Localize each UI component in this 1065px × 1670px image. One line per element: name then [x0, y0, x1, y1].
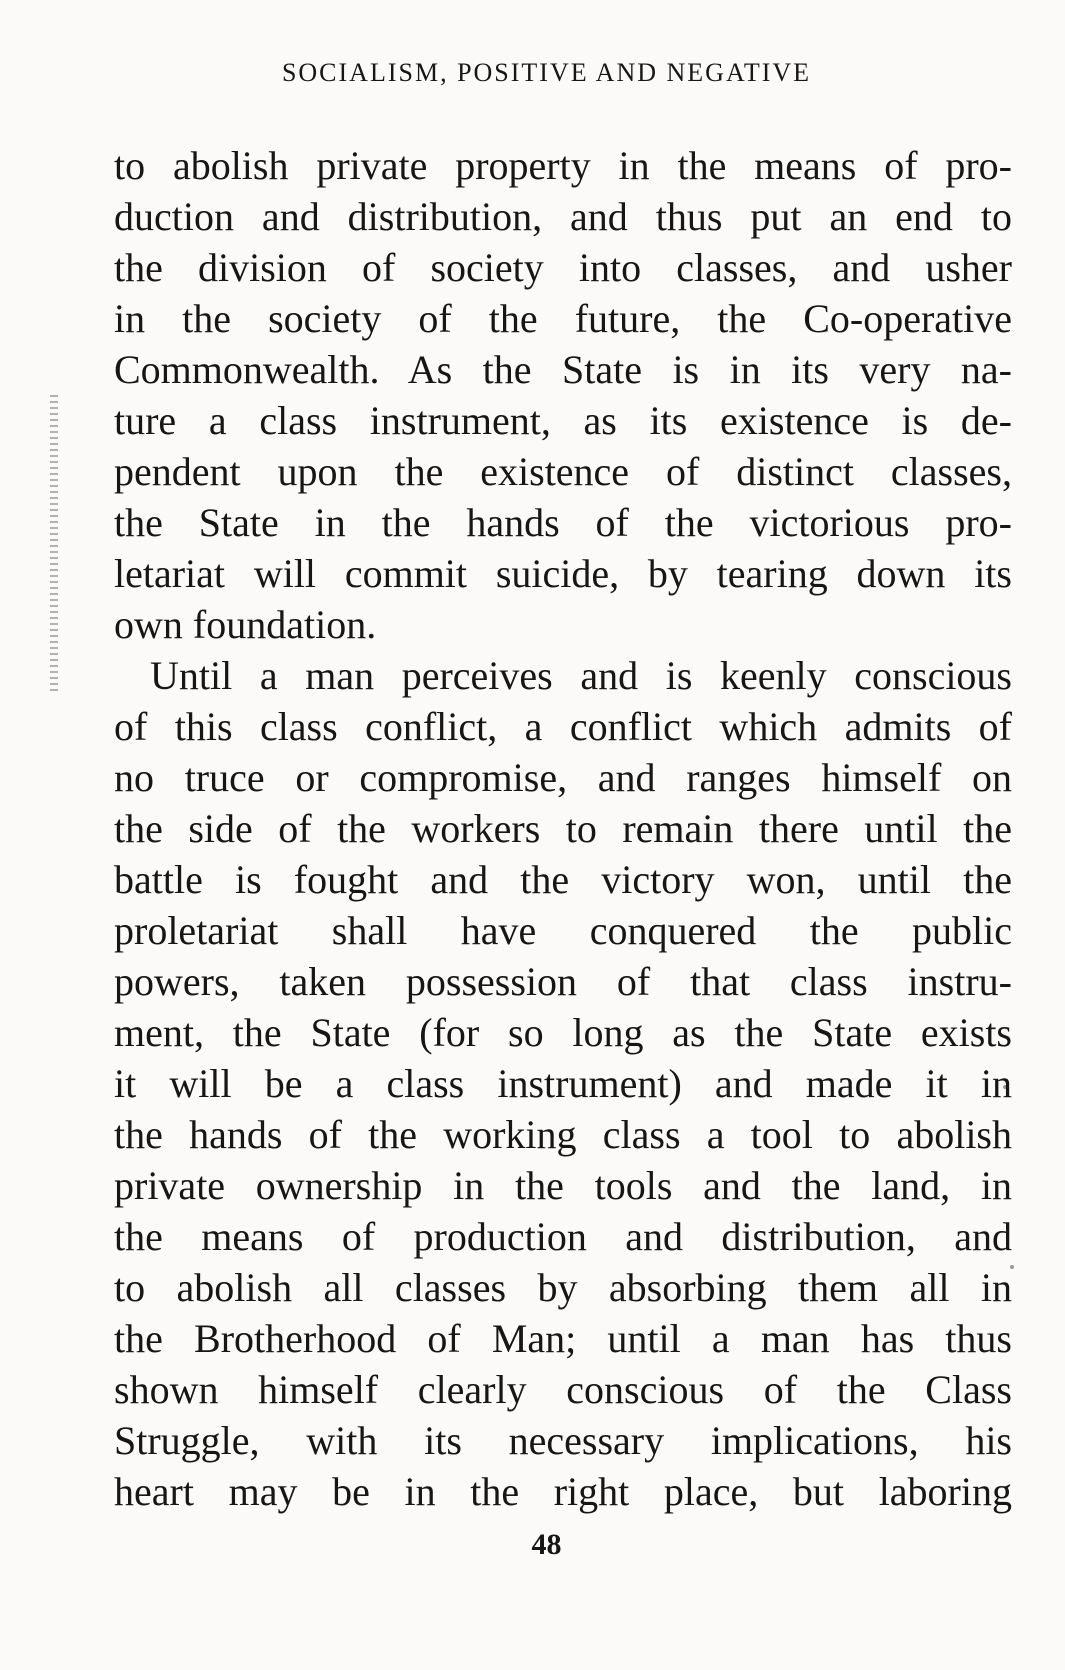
paragraph-start-line: Until a man perceives and is keenly conscious — [150, 653, 1012, 698]
text-line: to abolish private property in the means of pro- — [114, 143, 1012, 188]
text-line: heart may be in the right place, but laboring — [114, 1469, 1012, 1514]
text-line: the division of society into classes, and usher — [114, 245, 1012, 290]
text-line: proletariat shall have conquered the public — [114, 908, 1012, 953]
body-text — [114, 140, 1012, 1517]
text-line: ment, the State (for so long as the State exists — [114, 1010, 1012, 1055]
text-line: the State in the hands of the victorious pro- — [114, 500, 1012, 545]
margin-pencil-mark — [50, 395, 58, 695]
text-line: of this class conflict, a conflict which admits of — [114, 704, 1012, 749]
text-line: in the society of the future, the Co-operative — [114, 296, 1012, 341]
text-line: Commonwealth. As the State is in its very na- — [114, 347, 1012, 392]
text-line: powers, taken possession of that class instru- — [114, 959, 1012, 1004]
text-line: battle is fought and the victory won, until the — [114, 857, 1012, 902]
text-line: letariat will commit suicide, by tearing down its — [114, 551, 1012, 596]
text-line: the hands of the working class a tool to abolish — [114, 1112, 1012, 1157]
text-line: the Brotherhood of Man; until a man has thus — [114, 1316, 1012, 1361]
text-line: the side of the workers to remain there until the — [114, 806, 1012, 851]
text-line: Struggle, with its necessary implications, his — [114, 1418, 1012, 1463]
paragraph-end-line: own foundation. — [114, 602, 377, 647]
text-line: the means of production and distribution, and — [114, 1214, 1012, 1259]
text-line: duction and distribution, and thus put an end to — [114, 194, 1012, 239]
text-line: private ownership in the tools and the land, in — [114, 1163, 1012, 1208]
text-line: no truce or compromise, and ranges himself on — [114, 755, 1012, 800]
running-head: SOCIALISM, POSITIVE AND NEGATIVE — [281, 58, 812, 87]
text-line: to abolish all classes by absorbing them all in — [114, 1265, 1012, 1310]
page-number: 48 — [531, 1528, 562, 1561]
text-line: it will be a class instrument) and made it in — [114, 1061, 1012, 1106]
text-line: pendent upon the existence of distinct classes, — [114, 449, 1012, 494]
text-line: shown himself clearly conscious of the Class — [114, 1367, 1012, 1412]
text-line: ture a class instrument, as its existence is de- — [114, 398, 1012, 443]
